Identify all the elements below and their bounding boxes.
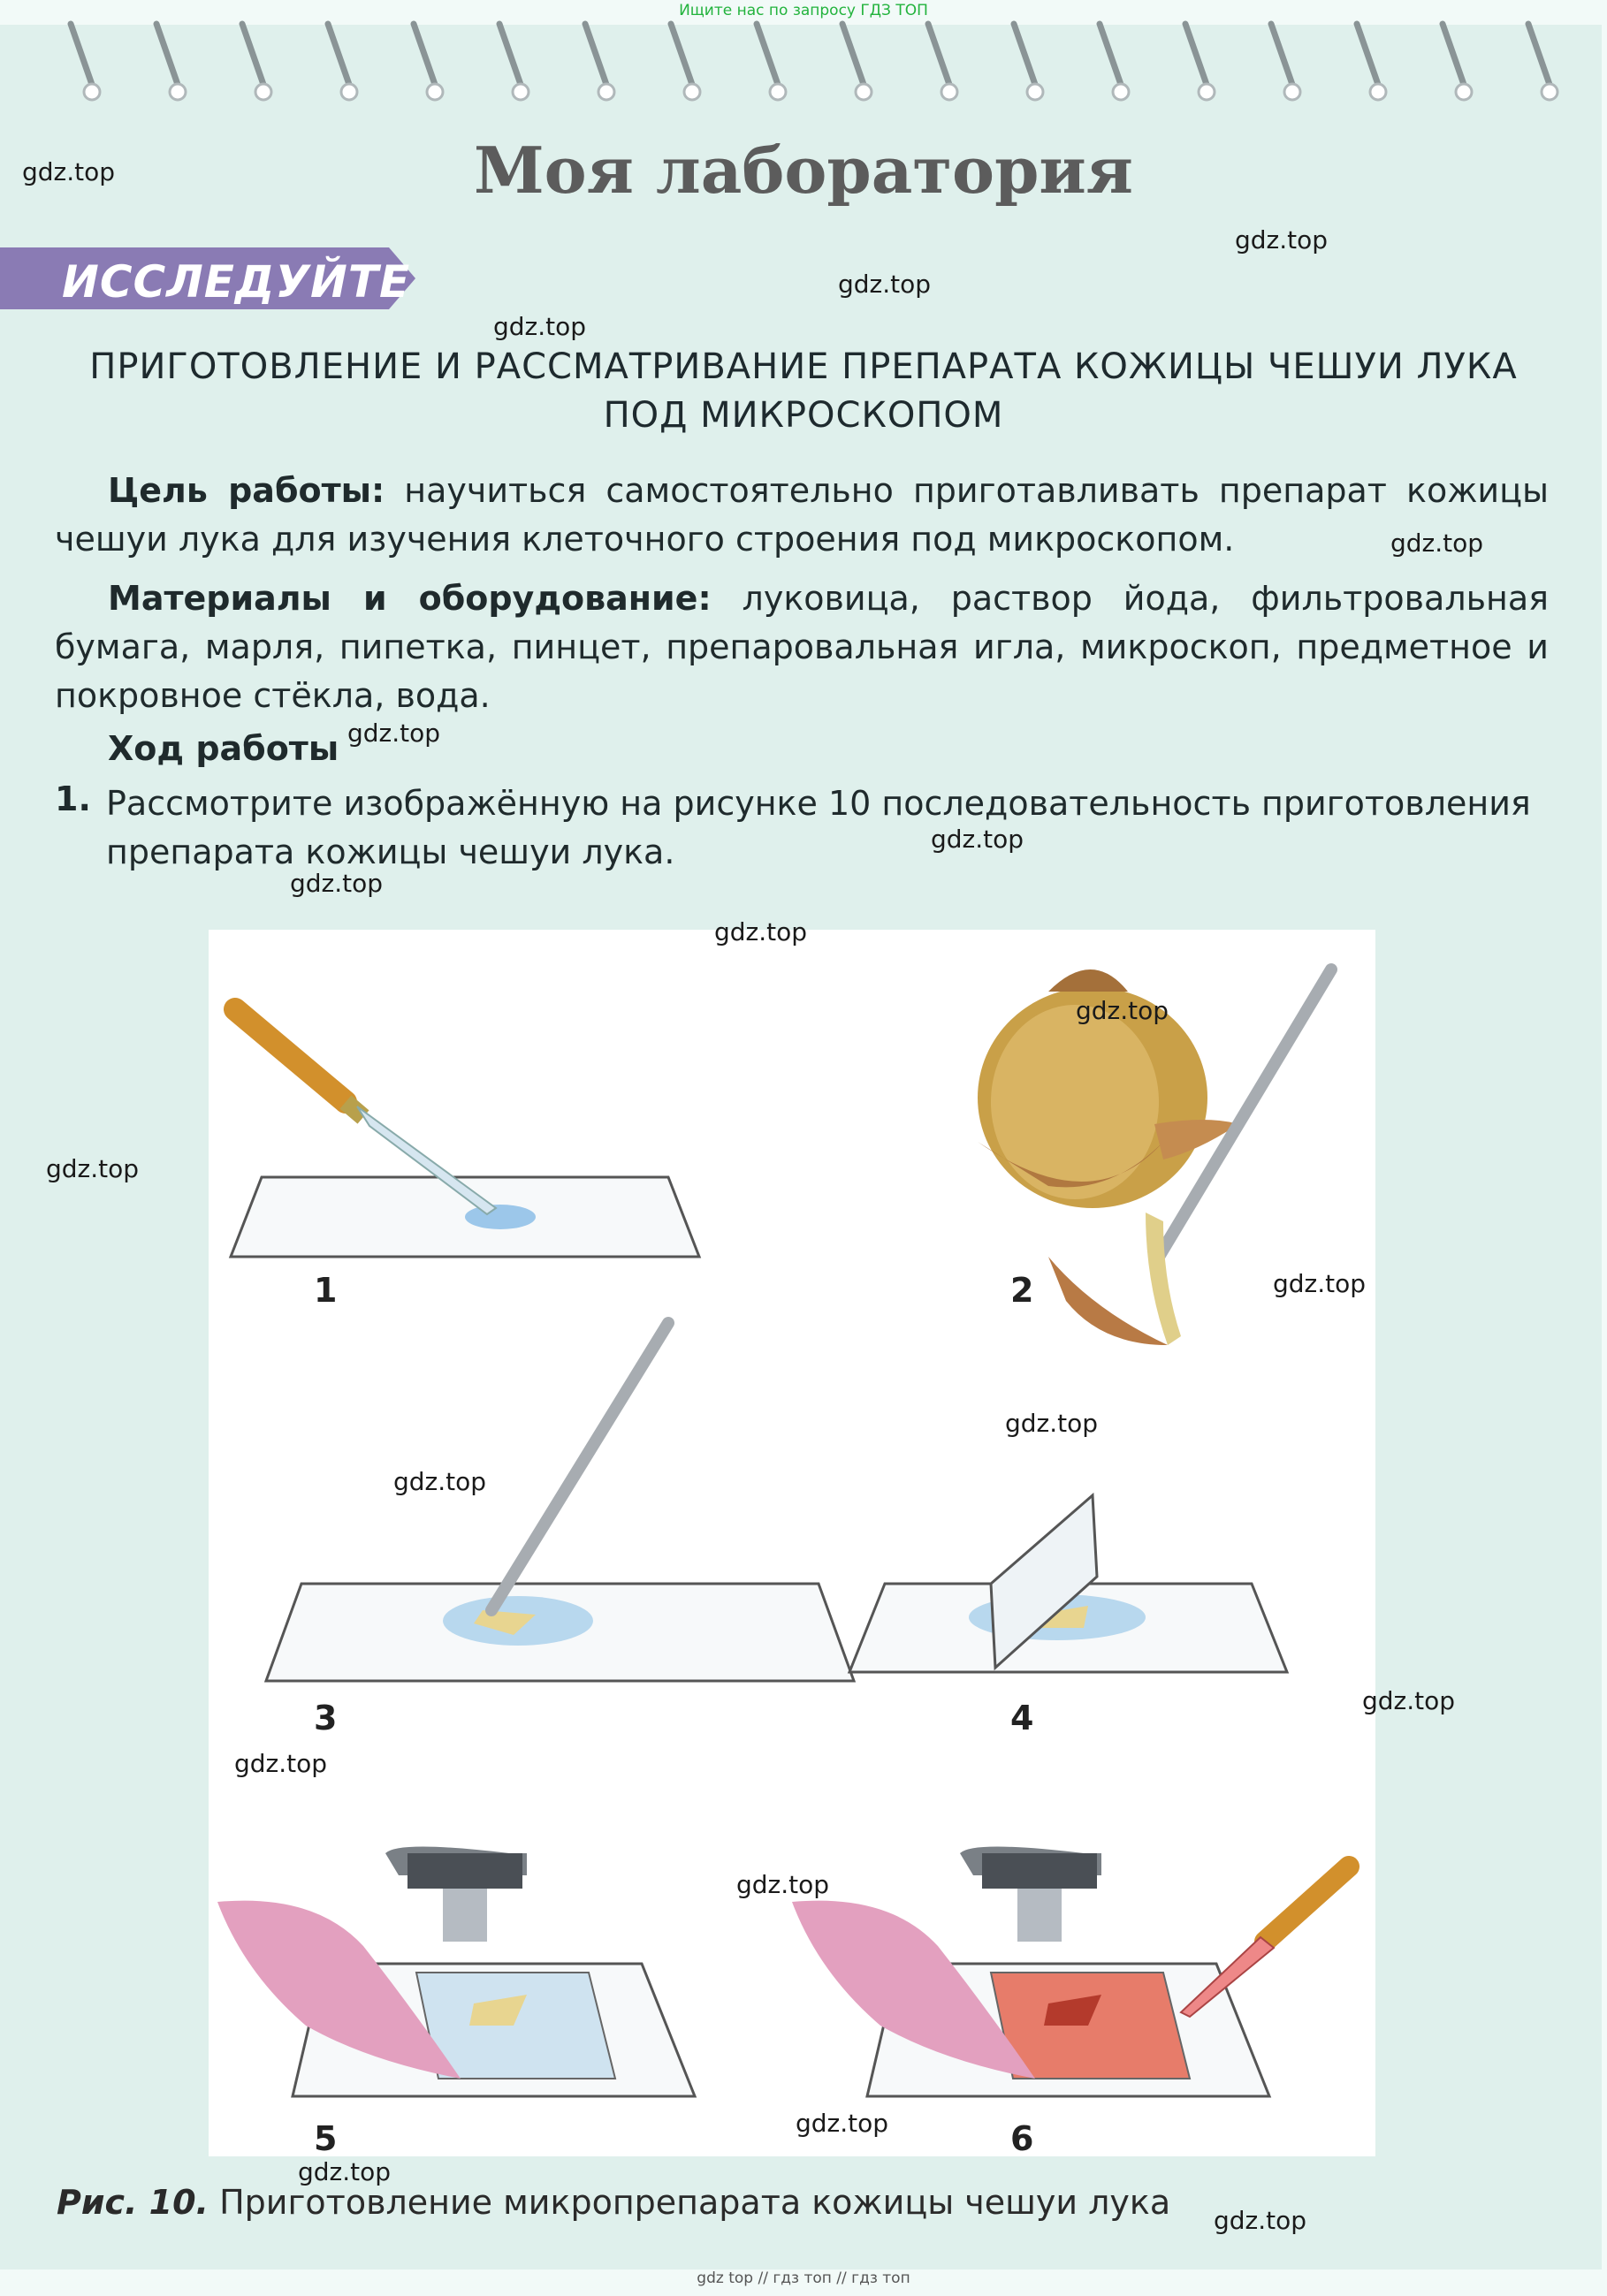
watermark: gdz.top bbox=[1235, 225, 1329, 255]
watermark: gdz.top bbox=[298, 2157, 392, 2186]
watermark: gdz.top bbox=[1390, 528, 1484, 558]
binding-hole bbox=[770, 84, 786, 100]
lab-heading-line-2: ПОД МИКРОСКОПОМ bbox=[603, 395, 1004, 436]
binding-hole bbox=[1027, 84, 1043, 100]
goal-text: научиться самостоятельно приготавливать препарат кожицы чешуи лука для изучения клеточного строения под микроскопом. bbox=[55, 471, 1549, 559]
panel-4-coverslip-on-slide bbox=[849, 1495, 1287, 1672]
panel-1-pipette-on-slide bbox=[231, 1009, 699, 1257]
watermark: gdz.top bbox=[1214, 2206, 1307, 2235]
top-banner[interactable]: Ищите нас по запросу ГДЗ ТОП bbox=[679, 2, 928, 19]
procedure-label: Ход работы bbox=[108, 729, 339, 768]
figure-label-3: 3 bbox=[314, 1699, 338, 1737]
figure-label-6: 6 bbox=[1010, 2119, 1034, 2158]
panel-5-microscope-with-filter-paper bbox=[217, 1847, 695, 2097]
figure-label-2: 2 bbox=[1010, 1271, 1034, 1310]
watermark: gdz.top bbox=[46, 1154, 140, 1183]
watermark: gdz.top bbox=[736, 1870, 830, 1899]
binding-hole bbox=[84, 84, 100, 100]
step-1-number: 1. bbox=[55, 779, 91, 818]
watermark: gdz.top bbox=[1076, 996, 1169, 1025]
spiral-binding bbox=[53, 19, 1573, 117]
binding-hole bbox=[1113, 84, 1129, 100]
caption-text: Приготовление микропрепарата кожицы чешуи лука bbox=[219, 2183, 1171, 2222]
watermark: gdz.top bbox=[1005, 1409, 1099, 1438]
lab-heading-line-1: ПРИГОТОВЛЕНИЕ И РАССМАТРИВАНИЕ ПРЕПАРАТА КОЖИЦЫ ЧЕШУИ ЛУКА bbox=[89, 346, 1518, 387]
watermark: gdz.top bbox=[393, 1467, 487, 1496]
watermark: gdz.top bbox=[796, 2109, 889, 2138]
binding-hole bbox=[598, 84, 614, 100]
explore-banner bbox=[0, 247, 415, 309]
binding-hole bbox=[170, 84, 186, 100]
watermark: gdz.top bbox=[714, 917, 808, 947]
binding-hole bbox=[513, 84, 529, 100]
binding-hole bbox=[1456, 84, 1472, 100]
step-1-text: Рассмотрите изображённую на рисунке 10 последовательность приготовления препарата кожицы чешуи лука. bbox=[106, 784, 1531, 871]
binding-hole bbox=[941, 84, 957, 100]
materials-text: луковица, раствор йода, фильтровальная бумага, марля, пипетка, пинцет, препаровальная игла, микроскоп, предметное и покровное стёкла, вода. bbox=[55, 579, 1549, 715]
binding-hole bbox=[1542, 84, 1557, 100]
goal-label: Цель работы: bbox=[108, 471, 385, 510]
section-title: Моя лаборатория bbox=[473, 133, 1133, 208]
figure-label-4: 4 bbox=[1010, 1699, 1034, 1737]
figure-label-5: 5 bbox=[314, 2119, 338, 2158]
watermark: gdz.top bbox=[493, 312, 587, 341]
binding-hole bbox=[1199, 84, 1215, 100]
watermark: gdz.top bbox=[838, 270, 932, 299]
panel-3-needle-on-slide bbox=[266, 1323, 854, 1681]
watermark: gdz.top bbox=[1273, 1269, 1367, 1298]
watermark: gdz.top bbox=[22, 157, 116, 186]
binding-hole bbox=[427, 84, 443, 100]
figure-caption bbox=[57, 2183, 1170, 2222]
panel-6-microscope-with-iodine bbox=[792, 1847, 1349, 2097]
bottom-banner: gdz top // гдз топ // гдз топ bbox=[697, 2269, 910, 2287]
binding-hole bbox=[1284, 84, 1300, 100]
materials-label: Материалы и оборудование: bbox=[108, 579, 712, 618]
explore-label: ИССЛЕДУЙТЕ bbox=[62, 256, 411, 308]
watermark: gdz.top bbox=[290, 869, 384, 898]
materials-paragraph bbox=[55, 574, 1549, 720]
caption-prefix: Рис. 10. bbox=[57, 2183, 209, 2222]
watermark: gdz.top bbox=[347, 718, 441, 748]
watermark: gdz.top bbox=[931, 825, 1024, 854]
binding-hole bbox=[341, 84, 357, 100]
binding-hole bbox=[856, 84, 872, 100]
watermark: gdz.top bbox=[234, 1749, 328, 1778]
binding-hole bbox=[255, 84, 271, 100]
binding-hole bbox=[684, 84, 700, 100]
binding-hole bbox=[1370, 84, 1386, 100]
figure-label-1: 1 bbox=[314, 1271, 338, 1310]
watermark: gdz.top bbox=[1362, 1686, 1456, 1715]
figure-illustrations bbox=[209, 930, 1375, 2156]
goal-paragraph bbox=[55, 467, 1549, 564]
